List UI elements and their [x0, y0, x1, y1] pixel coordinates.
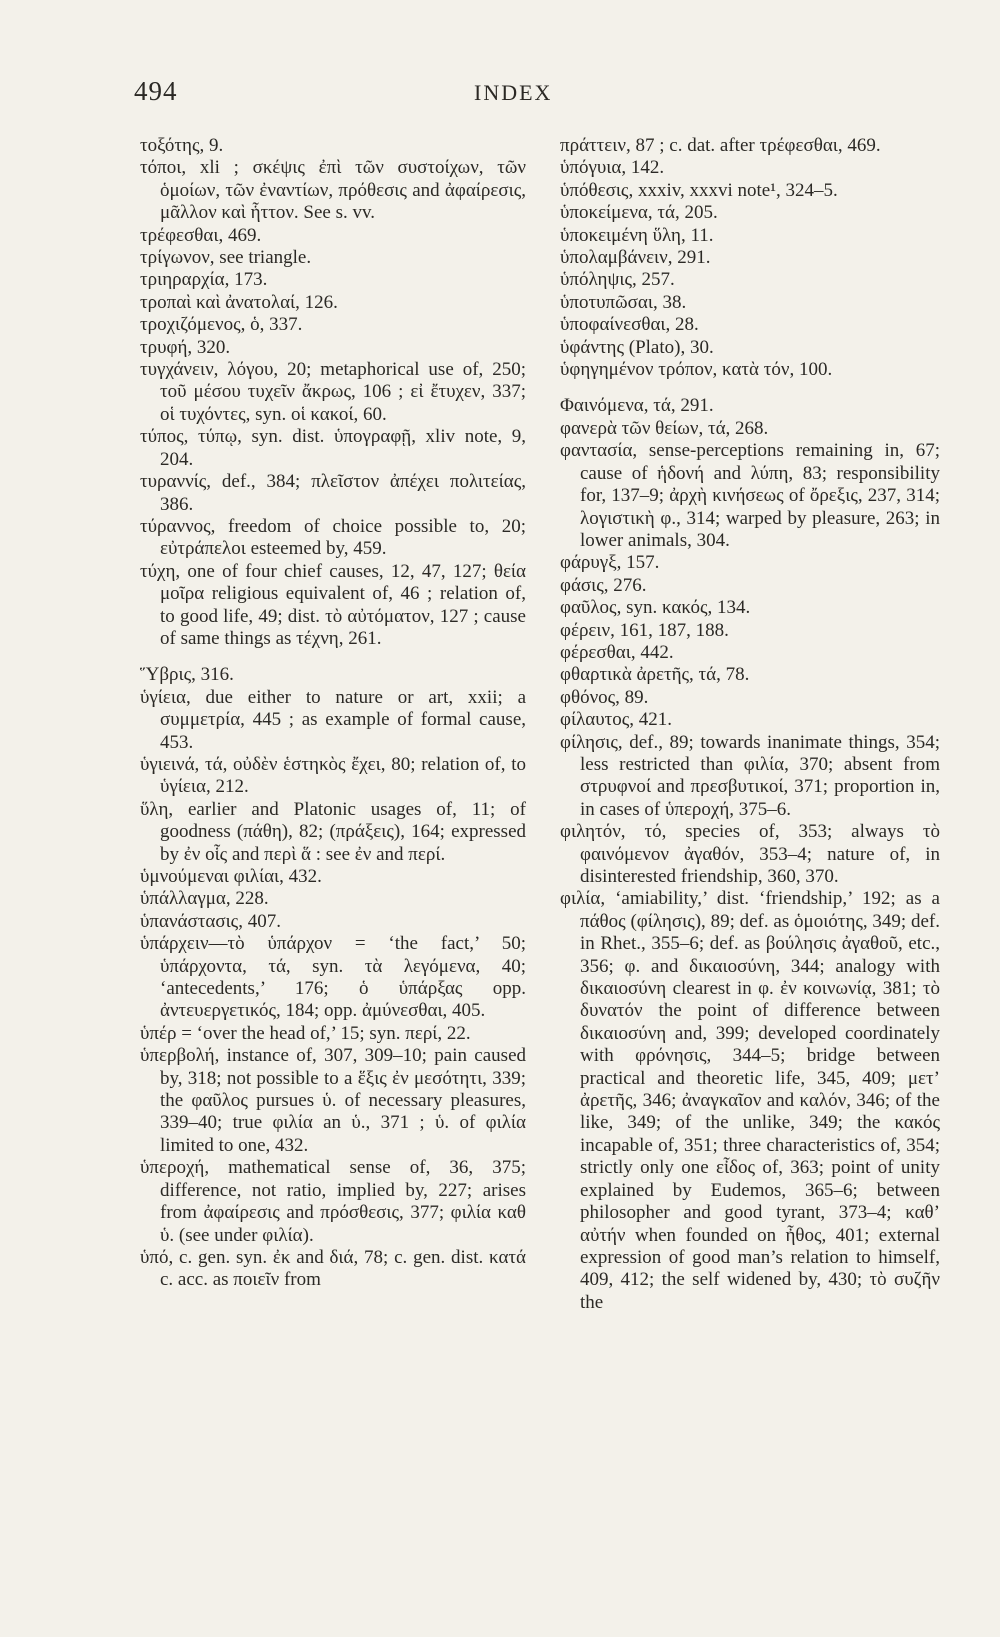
index-entry: ὑπό, c. gen. syn. ἐκ and διά, 78; c. gen. dist. κατά c. acc. as ποιεῖν from — [140, 1246, 526, 1291]
page-number: 494 — [134, 76, 178, 106]
index-entry: φίλησις, def., 89; towards inanimate things, 354; less restricted than φιλία, 370; absent from στρυφνοί and πρεσβυτικοί, 371; proportion in, in cases of ὑπεροχή, 375–6. — [560, 731, 940, 820]
index-entry: ὑποκείμενα, τά, 205. — [560, 202, 718, 224]
index-entry: ὑγιεινά, τά, οὐδὲν ἑστηκὸς ἔχει, 80; relation of, to ὑγίεια, 212. — [140, 753, 526, 798]
index-entry: ὑπάλλαγμα, 228. — [140, 888, 269, 910]
index-entry: τροχιζόμενος, ὁ, 337. — [140, 314, 303, 336]
index-entry: φαντασία, sense-perceptions remaining in, 67; cause of ἡδονή and λύπη, 83; responsibility for, 137–9; ἀρχὴ κινήσεως of ὄρεξις, 237, 314; λογιστικὴ φ., 314; warped by pleasure, 263; in lower animals, 304. — [560, 440, 940, 551]
index-entry: Φαινόμενα, τά, 291. — [560, 395, 714, 417]
index-entry: τροπαὶ καὶ ἀνατολαί, 126. — [140, 291, 338, 313]
index-entry: τρυφή, 320. — [140, 336, 231, 358]
index-entry: ὑπόληψις, 257. — [560, 269, 675, 291]
index-entry: ὕλη, earlier and Platonic usages of, 11; of goodness (πάθη), 82; (πράξεις), 164; expressed by ἐν οἷς and περὶ ἅ : see ἐν and περί. — [140, 798, 526, 865]
index-entry: ὑπανάστασις, 407. — [140, 910, 281, 932]
index-entry: τύχη, one of four chief causes, 12, 47, 127; θεία μοῖρα religious equivalent of, 46 ; relation of, to good life, 49; dist. τὸ αὐτόματον, 127 ; cause of same things as τέχνη, 261. — [140, 560, 526, 649]
index-entry: ὑπόγυια, 142. — [560, 157, 665, 179]
index-entry: τοξότης, 9. — [140, 135, 224, 156]
index-entry: φέρειν, 161, 187, 188. — [560, 619, 729, 641]
index-entry: ὑπάρχειν—τὸ ὑπάρχον = ‘the fact,’ 50; ὑπάρχοντα, τά, syn. τὰ λεγόμενα, 40; ‘antecedents,’ 176; ὁ ὑπάρξας opp. ἀντευεργετικός, 184; opp. ἀμύνεσθαι, 405. — [140, 933, 526, 1022]
index-entry: φιλία, ‘amiability,’ dist. ‘friendship,’ 192; as a πάθος (φίλησις), 89; def. as ὁμοιότης, 349; def. in Rhet., 355–6; def. as βούλησις ἀγαθοῦ, etc., 356; φ. and δικαιοσύνη, 344; analogy with δικαιοσύνη clearest in φ. ἐν κοινωνίᾳ, 381; τὸ δυνατόν the point of difference between δικαιοσύνη and, 399; developed coordinately with φρόνησις, 344–5; bridge between practical and theoretic life, 345, 409; μετ’ ἀρετῆς, 346; ἀναγκαῖον and καλόν, 346; of the like, 349; of the unlike, 349; the κακός incapable of, 351; three characteristics of, 354; strictly only one εἶδος of, 363; point of unity explained by Eudemos, 365–6; between philosopher and good tyrant, 373–4; καθ’ αὐτήν when founded on ἦθος, 401; external expression of good man’s relation to himself, 409, 412; the self widened by, 430; τὸ συζῆν the — [560, 888, 940, 1313]
index-column-right — [560, 135, 940, 1314]
index-entry: φθαρτικὰ ἀρετῆς, τά, 78. — [560, 664, 750, 686]
index-entry: ὑποκειμένη ὕλη, 11. — [560, 224, 714, 246]
index-entry: ὑποτυπῶσαι, 38. — [560, 291, 687, 313]
index-entry: φέρεσθαι, 442. — [560, 641, 674, 663]
index-entry: τρίγωνον, see triangle. — [140, 247, 312, 269]
index-entry: τρέφεσθαι, 469. — [140, 224, 262, 246]
index-column-left — [140, 135, 526, 1292]
index-entry: ὑφάντης (Plato), 30. — [560, 336, 714, 358]
index-entry: ὑμνούμεναι φιλίαι, 432. — [140, 866, 322, 887]
index-entry: φανερὰ τῶν θείων, τά, 268. — [560, 417, 769, 439]
index-entry: ὑπόθεσις, xxxiv, xxxvi note¹, 324–5. — [560, 179, 838, 201]
index-entry: ὑπερβολή, instance of, 307, 309–10; pain caused by, 318; not possible to a ἕξις ἐν μεσότητι, 339; the φαῦλος pursues ὑ. of necessary pleasures, 339–40; true φιλία an ὑ., 371 ; ὑ. of φιλία limited to one, 432. — [140, 1045, 526, 1156]
index-entry: φάρυγξ, 157. — [560, 552, 660, 574]
index-entry: ὑπεροχή, mathematical sense of, 36, 375; difference, not ratio, implied by, 227; arises from ἀφαίρεσις and πρόσθεσις, 377; φιλία καθ ὑ. (see under φιλία). — [140, 1157, 526, 1246]
page-header — [134, 76, 940, 116]
index-entry: ὑφηγημένον τρόπον, κατὰ τόν, 100. — [560, 359, 833, 381]
index-entry: φάσις, 276. — [560, 574, 647, 596]
running-title: INDEX — [474, 80, 553, 105]
index-entry: φιλητόν, τό, species of, 353; always τὸ φαινόμενον ἀγαθόν, 353–4; nature of, in disinterested friendship, 360, 370. — [560, 821, 940, 887]
index-entry: τυραννίς, def., 384; πλεῖστον ἀπέχει πολιτείας, 386. — [140, 471, 526, 515]
index-entry: τύπος, τύπῳ, syn. dist. ὑπογραφῇ, xliv note, 9, 204. — [140, 426, 526, 470]
index-entry: ὑπολαμβάνειν, 291. — [560, 247, 711, 269]
index-entry: ὑπέρ = ‘over the head of,’ 15; syn. περί, 22. — [140, 1022, 471, 1044]
index-entry: τυγχάνειν, λόγου, 20; metaphorical use of, 250; τοῦ μέσου τυχεῖν ἄκρως, 106 ; εἰ ἔτυχεν, 337; οἱ τυχόντες, syn. οἱ κακοί, 60. — [140, 359, 526, 425]
index-entry: φαῦλος, syn. κακός, 134. — [560, 597, 751, 619]
index-entry: τύραννος, freedom of choice possible to, 20; εὐτράπελοι esteemed by, 459. — [140, 515, 526, 560]
index-entry: φθόνος, 89. — [560, 686, 649, 708]
index-entry: τόποι, xli ; σκέψις ἐπὶ τῶν συστοίχων, τῶν ὁμοίων, τῶν ἐναντίων, πρόθεσις and ἀφαίρεσις, μᾶλλον καὶ ἧττον. See s. vv. — [140, 157, 526, 224]
index-entry: Ὕβρις, 316. — [140, 664, 234, 686]
index-entry: τριηραρχία, 173. — [140, 269, 268, 291]
index-entry: πράττειν, 87 ; c. dat. after τρέφεσθαι, 469. — [560, 135, 881, 156]
index-entry: ὑγίεια, due either to nature or art, xxii; a συμμετρία, 445 ; as example of formal cause, 453. — [140, 686, 526, 753]
index-entry: φίλαυτος, 421. — [560, 709, 673, 731]
index-entry: ὑποφαίνεσθαι, 28. — [560, 314, 699, 336]
